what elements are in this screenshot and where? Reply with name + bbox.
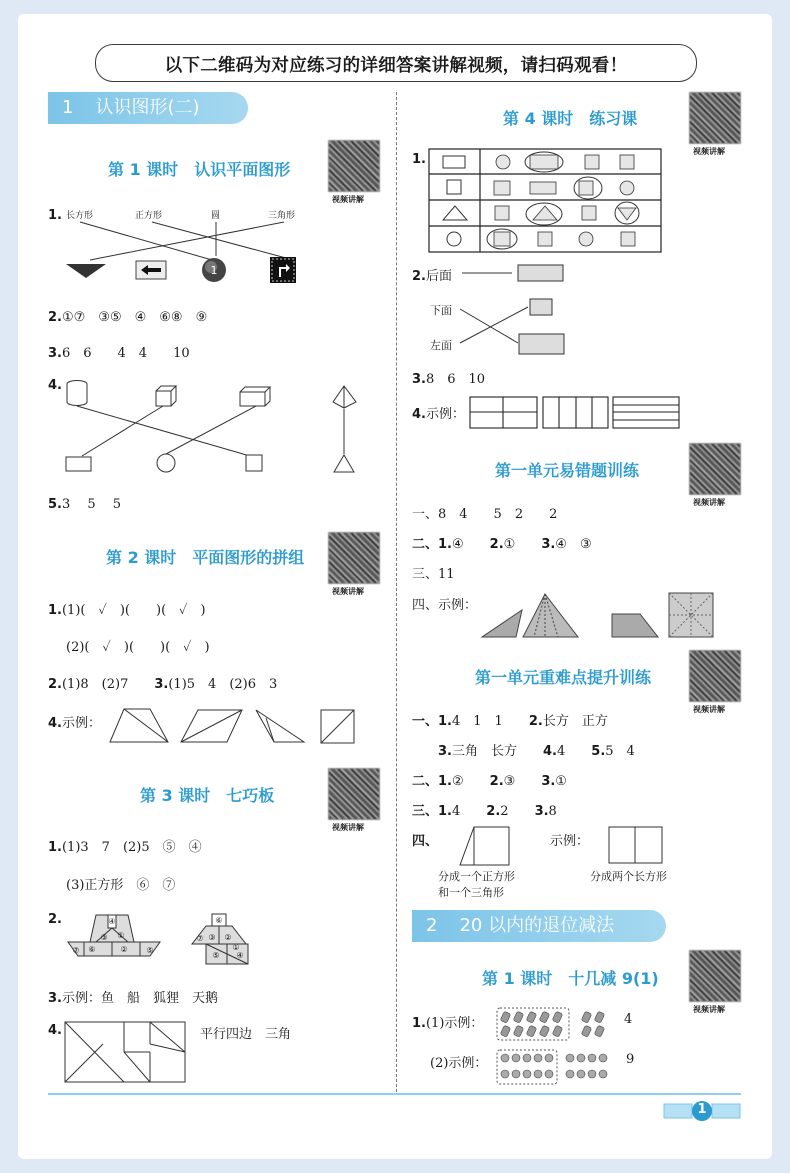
banner-text: 以下二维码为对应练习的详细答案讲解视频，请扫码观看！ [164,56,628,76]
svg-text:①: ① [232,943,240,952]
l2-q1b-row: (2)( ✓ )( )( ✓ ) [66,640,210,655]
ch2-lesson-1-title: 第 1 课时 十几减 9(1) [482,969,659,988]
l3-q4-answer: 平行四边 三角 [200,1027,292,1042]
l3-q1a-row: 1.(1)3 7 (2)5 ⑤ ④ [48,840,202,855]
svg-text:④: ④ [108,917,116,926]
svg-text:1: 1 [210,264,218,277]
question-number: 1. [48,208,62,223]
svg-text:②: ② [224,933,232,942]
svg-text:⑥: ⑥ [215,916,223,925]
qr-caption: 视频讲解 [693,498,725,507]
qr-caption: 视频讲解 [693,705,725,714]
label-below: 下面 [430,304,452,317]
chapter-number: 2 [426,915,438,936]
hard-line-3: 二、1.② 2.③ 3.① [412,774,567,789]
caption-square-triangle-1: 分成一个正方形 [438,870,515,883]
ch2-q1a-row: 1.(1)示例： [412,1016,484,1031]
hard-line-4: 三、1.4 2.2 3.8 [412,804,557,819]
svg-text:⑥: ⑥ [88,945,96,954]
unit-hard-title: 第一单元重难点提升训练 [475,668,652,687]
qr-caption: 视频讲解 [332,195,364,204]
svg-text:③: ③ [100,933,108,942]
lesson-4-title: 第 4 课时 练习课 [503,109,638,128]
qr-caption: 视频讲解 [332,587,364,596]
qr-caption: 视频讲解 [332,823,364,832]
l3-q1b-row: (3)正方形 ⑥ ⑦ [66,878,176,893]
lesson-1-title: 第 1 课时 认识平面图形 [108,160,291,179]
q2-row: 2.①⑦ ③⑤ ④ ⑥⑧ ⑨ [48,310,208,325]
svg-text:③: ③ [208,933,216,942]
q4-number: 4. [48,378,62,393]
footer-line [48,1093,741,1095]
svg-text:④: ④ [236,951,244,960]
label-square: 正方形 [135,211,163,221]
q3-row: 3.6 6 4 4 10 [48,346,190,361]
svg-text:⑦: ⑦ [196,934,204,943]
hard-line-1: 一、1.4 1 1 2.长方 正方 [412,714,608,729]
unit-errors-title: 第一单元易错题训练 [495,461,640,480]
l2-q2-row: 2.(1)8 (2)7 3.(1)5 4 (2)6 3 [48,677,278,692]
errors-line-3: 三、11 [412,567,455,582]
label-triangle: 三角形 [268,211,296,221]
chapter-number: 1 [62,97,74,118]
l2-q1a-row: 1.(1)( ✓ )( )( ✓ ) [48,603,206,618]
svg-text:⑦: ⑦ [72,946,80,955]
qr-caption: 视频讲解 [693,147,725,156]
ch2-q1b-row: (2)示例： [430,1056,488,1071]
l3-q2-number: 2. [48,912,62,927]
qr-caption: 视频讲解 [693,1005,725,1014]
lesson-3-title: 第 3 课时 七巧板 [140,786,275,805]
svg-text:⑤: ⑤ [212,951,220,960]
errors-line-2: 二、1.④ 2.① 3.④ ③ [412,537,592,552]
label-circle: 圆 [211,211,221,221]
hard-example-label: 示例： [550,834,590,849]
page-number: 1 [697,1102,707,1117]
ch2-q1b-answer: 9 [626,1052,635,1067]
ch2-q1a-answer: 4 [624,1012,633,1027]
l2-q4-row: 4.示例： [48,716,101,731]
errors-line-1: 一、8 4 5 2 2 [412,507,558,522]
hard-line-5: 四、 [412,834,439,849]
l4-q1-number: 1. [412,152,426,167]
caption-square-triangle-2: 和一个三角形 [438,886,504,899]
svg-text:⑤: ⑤ [146,946,154,955]
q5-row: 5.3 5 5 [48,497,122,512]
label-rectangle: 长方形 [66,211,94,221]
svg-text:②: ② [120,945,128,954]
hard-line-2: 3.三角 长方 4.4 5.5 4 [438,744,635,759]
lesson-2-title: 第 2 课时 平面图形的拼组 [106,548,305,567]
errors-line-4: 四、示例： [412,598,478,613]
l4-q4-row: 4.示例： [412,407,465,422]
label-left: 左面 [430,339,452,352]
l3-q4-number: 4. [48,1023,62,1038]
chapter-name: 认识图形(二) [95,97,200,118]
l4-q2-row: 2.后面 [412,269,452,284]
caption-two-rectangles: 分成两个长方形 [590,870,667,883]
chapter-name: 20 以内的退位减法 [459,915,615,936]
svg-text:①: ① [117,931,125,940]
l3-q3-row: 3.示例：鱼 船 狐狸 天鹅 [48,991,218,1006]
l4-q3-row: 3.8 6 10 [412,372,486,387]
